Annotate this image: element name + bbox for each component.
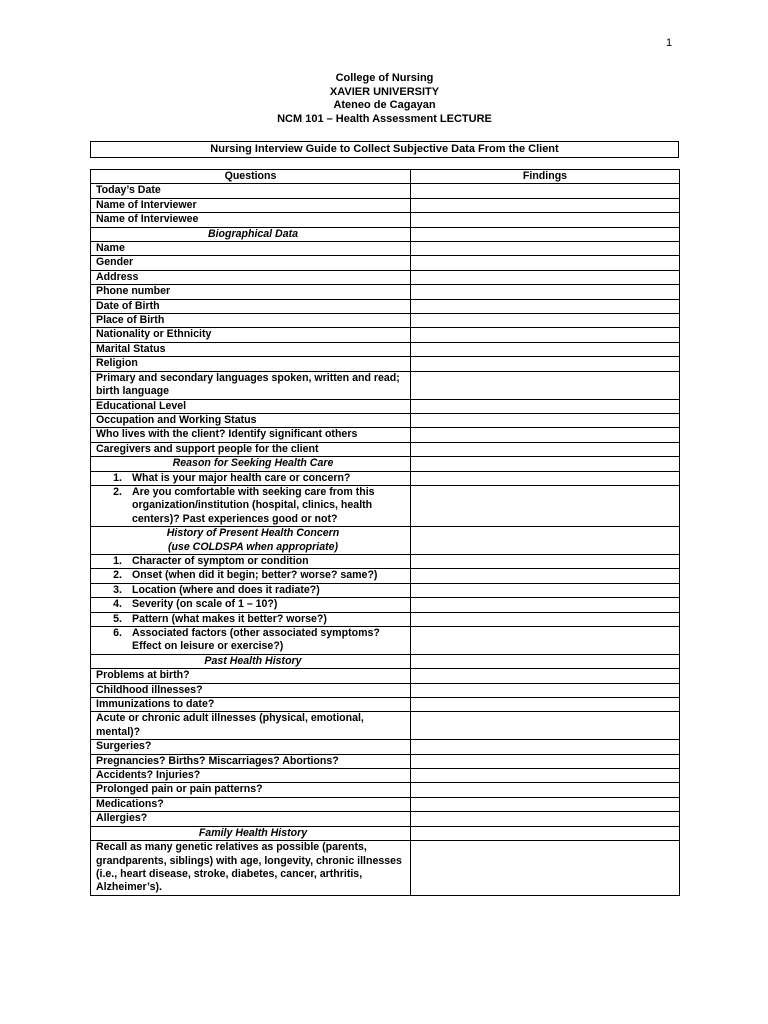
table-row: [91, 797, 680, 811]
question-cell: Medications?: [91, 797, 411, 811]
findings-cell[interactable]: [411, 654, 680, 668]
question-cell: Prolonged pain or pain patterns?: [91, 783, 411, 797]
section-heading: [91, 527, 411, 555]
question-number: 6.: [113, 627, 122, 639]
findings-cell[interactable]: [411, 399, 680, 413]
section-heading-text: Past Health History: [204, 654, 302, 667]
question-cell: Educational Level: [91, 399, 411, 413]
question-cell: [91, 471, 411, 485]
section-row: [91, 826, 680, 840]
table-row: [91, 569, 680, 583]
table-row: [91, 812, 680, 826]
findings-cell[interactable]: [411, 841, 680, 896]
table-row: [91, 554, 680, 568]
findings-cell[interactable]: [411, 583, 680, 597]
interview-guide-table: [90, 169, 680, 896]
question-cell: Caregivers and support people for the client: [91, 442, 411, 456]
table-row: [91, 184, 680, 198]
question-cell: [91, 598, 411, 612]
table-row: [91, 314, 680, 328]
table-row: [91, 270, 680, 284]
question-cell: Pregnancies? Births? Miscarriages? Abortions?: [91, 754, 411, 768]
section-row: [91, 527, 680, 555]
question-cell: Place of Birth: [91, 314, 411, 328]
question-cell: Marital Status: [91, 342, 411, 356]
table-row: [91, 442, 680, 456]
question-cell: Surgeries?: [91, 740, 411, 754]
table-row: [91, 371, 680, 399]
findings-cell[interactable]: [411, 227, 680, 241]
table-row: [91, 754, 680, 768]
findings-cell[interactable]: [411, 797, 680, 811]
column-header-questions: Questions: [91, 170, 411, 184]
question-text: Onset (when did it begin; better? worse? same?): [132, 569, 378, 582]
table-row: [91, 683, 680, 697]
question-cell: Accidents? Injuries?: [91, 769, 411, 783]
table-row: [91, 256, 680, 270]
table-row: [91, 198, 680, 212]
section-heading: [91, 227, 411, 241]
question-number: 5.: [113, 612, 122, 625]
findings-cell[interactable]: [411, 242, 680, 256]
findings-cell[interactable]: [411, 198, 680, 212]
header-college: College of Nursing: [335, 72, 434, 84]
findings-cell[interactable]: [411, 413, 680, 427]
question-cell: Nationality or Ethnicity: [91, 328, 411, 342]
findings-cell[interactable]: [411, 371, 680, 399]
question-cell: Name of Interviewer: [91, 198, 411, 212]
question-text: Location (where and does it radiate?): [132, 583, 320, 596]
table-row: [91, 841, 680, 896]
section-heading-text: Family Health History: [198, 826, 308, 839]
question-text: What is your major health care or concern?: [132, 471, 351, 484]
findings-cell[interactable]: [411, 712, 680, 740]
findings-cell[interactable]: [411, 812, 680, 826]
findings-cell[interactable]: [411, 270, 680, 284]
findings-cell[interactable]: [411, 783, 680, 797]
question-text: Associated factors (other associated symptoms? Effect on leisure or exercise?): [132, 627, 380, 653]
question-cell: [91, 583, 411, 597]
page-number: 1: [666, 37, 673, 49]
findings-cell[interactable]: [411, 256, 680, 270]
question-number: 2.: [113, 485, 122, 498]
question-cell: [91, 485, 411, 526]
header-course: NCM 101 – Health Assessment LECTURE: [277, 112, 492, 125]
table-row: [91, 583, 680, 597]
table-row: [91, 428, 680, 442]
question-cell: Date of Birth: [91, 299, 411, 313]
table-row: [91, 242, 680, 256]
table-row: [91, 413, 680, 427]
section-heading-text: Biographical Data: [207, 227, 299, 240]
question-cell: Who lives with the client? Identify significant others: [91, 428, 411, 442]
findings-cell[interactable]: [411, 527, 680, 555]
findings-cell[interactable]: [411, 213, 680, 227]
question-cell: Gender: [91, 256, 411, 270]
column-header-findings: Findings: [411, 170, 680, 184]
section-heading-text: History of Present Health Concern: [166, 527, 340, 540]
table-row: [91, 740, 680, 754]
section-heading-text: Reason for Seeking Health Care: [172, 457, 334, 470]
findings-cell[interactable]: [411, 485, 680, 526]
question-cell: Recall as many genetic relatives as possible (parents, grandparents, siblings) with age, longevity, chronic illnesses (i.e., heart disease, stroke, diabetes, cancer, arthritis, Alzheimer’s).: [91, 841, 411, 896]
question-cell: Childhood illnesses?: [91, 683, 411, 697]
findings-cell[interactable]: [411, 612, 680, 626]
findings-cell[interactable]: [411, 769, 680, 783]
question-cell: Allergies?: [91, 812, 411, 826]
question-number: 4.: [113, 598, 122, 611]
table-row: [91, 285, 680, 299]
findings-cell[interactable]: [411, 357, 680, 371]
question-text: Pattern (what makes it better? worse?): [132, 612, 327, 625]
findings-cell[interactable]: [411, 754, 680, 768]
table-row: [91, 612, 680, 626]
section-row: [91, 227, 680, 241]
findings-cell[interactable]: [411, 457, 680, 471]
table-row: [91, 299, 680, 313]
findings-cell[interactable]: [411, 299, 680, 313]
findings-cell[interactable]: [411, 428, 680, 442]
table-row: [91, 669, 680, 683]
question-cell: Name: [91, 242, 411, 256]
findings-cell[interactable]: [411, 698, 680, 712]
section-row: [91, 457, 680, 471]
table-row: [91, 598, 680, 612]
document-header: [90, 72, 679, 126]
question-cell: Today’s Date: [91, 184, 411, 198]
question-cell: Primary and secondary languages spoken, written and read; birth language: [91, 371, 411, 399]
question-number: 3.: [113, 583, 122, 596]
section-heading: [91, 654, 411, 668]
findings-cell[interactable]: [411, 569, 680, 583]
findings-cell[interactable]: [411, 342, 680, 356]
table-row: [91, 485, 680, 526]
question-text: Severity (on scale of 1 – 10?): [132, 598, 278, 611]
section-heading: [91, 826, 411, 840]
findings-cell[interactable]: [411, 826, 680, 840]
findings-cell[interactable]: [411, 598, 680, 612]
findings-cell[interactable]: [411, 184, 680, 198]
question-number: 1.: [113, 471, 122, 484]
findings-cell[interactable]: [411, 740, 680, 754]
header-campus: Ateneo de Cagayan: [333, 99, 436, 111]
question-cell: Religion: [91, 357, 411, 371]
findings-cell[interactable]: [411, 683, 680, 697]
question-cell: Address: [91, 270, 411, 284]
table-row: [91, 399, 680, 413]
table-body: [91, 184, 680, 895]
question-cell: Name of Interviewee: [91, 213, 411, 227]
question-cell: Immunizations to date?: [91, 698, 411, 712]
table-row: [91, 213, 680, 227]
section-heading-note: (use COLDSPA when appropriate): [167, 540, 339, 553]
question-number: 1.: [113, 554, 122, 567]
section-heading: [91, 457, 411, 471]
question-cell: [91, 569, 411, 583]
findings-cell[interactable]: [411, 554, 680, 568]
question-cell: Acute or chronic adult illnesses (physical, emotional, mental)?: [91, 712, 411, 740]
section-row: [91, 654, 680, 668]
question-cell: Occupation and Working Status: [91, 413, 411, 427]
question-text: Character of symptom or condition: [132, 554, 309, 567]
table-row: [91, 712, 680, 740]
table-row: [91, 357, 680, 371]
question-cell: [91, 554, 411, 568]
findings-cell[interactable]: [411, 442, 680, 456]
question-number: 2.: [113, 569, 122, 582]
table-row: [91, 783, 680, 797]
question-cell: Problems at birth?: [91, 669, 411, 683]
document-title: Nursing Interview Guide to Collect Subjective Data From the Client: [90, 141, 679, 158]
question-cell: Phone number: [91, 285, 411, 299]
header-university: XAVIER UNIVERSITY: [329, 85, 440, 98]
table-row: [91, 471, 680, 485]
table-row: [91, 328, 680, 342]
table-row: [91, 627, 680, 655]
findings-cell[interactable]: [411, 471, 680, 485]
findings-cell[interactable]: [411, 314, 680, 328]
table-header-row: [91, 170, 680, 184]
question-cell: [91, 612, 411, 626]
findings-cell[interactable]: [411, 669, 680, 683]
findings-cell[interactable]: [411, 285, 680, 299]
table-row: [91, 769, 680, 783]
table-row: [91, 698, 680, 712]
findings-cell[interactable]: [411, 328, 680, 342]
findings-cell[interactable]: [411, 627, 680, 655]
question-text: Are you comfortable with seeking care from this organization/institution (hospital, clinics, health centers)? Past experiences good or not?: [132, 485, 375, 525]
table-row: [91, 342, 680, 356]
question-cell: [91, 627, 411, 655]
